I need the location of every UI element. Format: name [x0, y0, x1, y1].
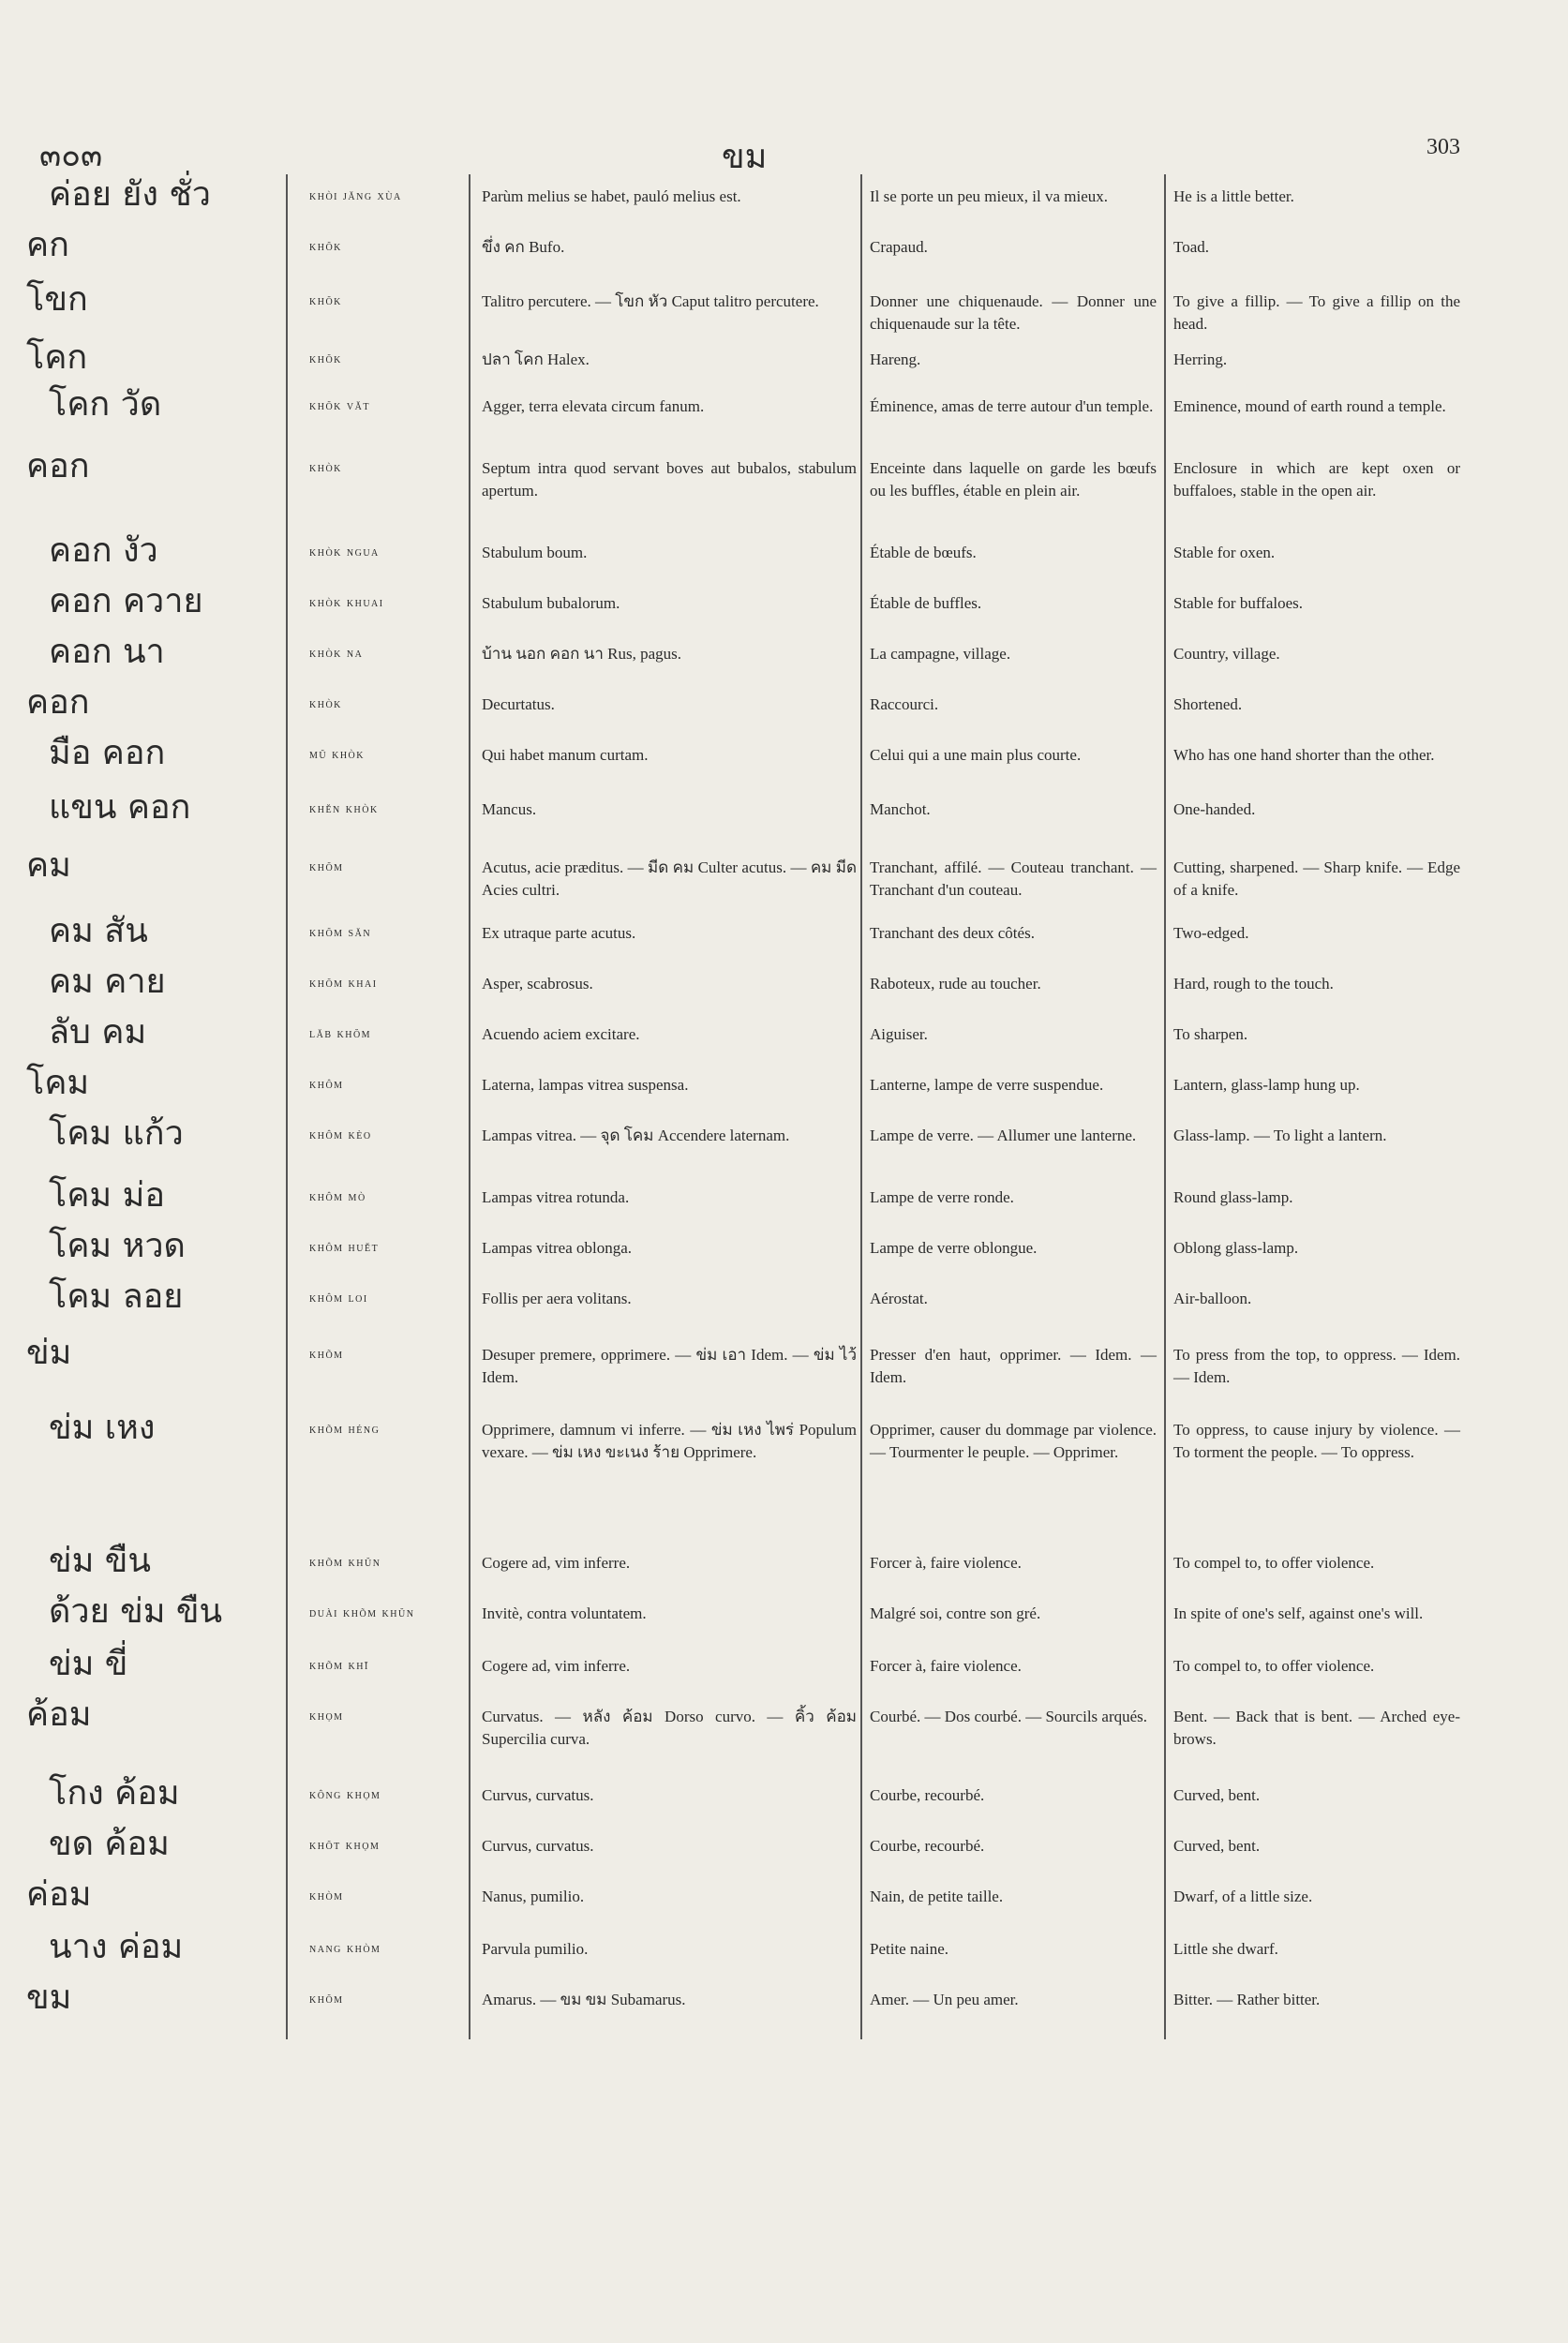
transliteration: mŭ khòk — [309, 748, 365, 762]
latin-definition: Laterna, lampas vitrea suspensa. — [482, 1076, 689, 1094]
english-definition: Dwarf, of a little size. — [1173, 1888, 1313, 1905]
thai-headword: โขก — [26, 280, 88, 319]
transliteration: khĕn khòk — [309, 802, 379, 816]
thai-headword: ค่อย ยัง ชั่ว — [49, 175, 212, 214]
english-definition: Bitter. — Rather bitter. — [1173, 1991, 1321, 2008]
english-definition: Hard, rough to the touch. — [1173, 975, 1334, 992]
thai-headword: โคม ลอย — [49, 1277, 184, 1316]
english-definition: To oppress, to cause injury by violence. — To torment the people. — To oppress. — [1173, 1421, 1460, 1461]
column-divider — [286, 174, 288, 2039]
french-definition: Il se porte un peu mieux, il va mieux. — [870, 187, 1108, 205]
thai-headword: ขด ค้อม — [49, 1825, 170, 1863]
transliteration: khŏm — [309, 860, 344, 874]
latin-definition: Stabulum bubalorum. — [482, 594, 620, 612]
french-definition: Lampe de verre. — Allumer une lanterne. — [870, 1127, 1137, 1144]
thai-headword: มือ คอก — [49, 734, 166, 772]
latin-definition: Ex utraque parte acutus. — [482, 924, 636, 942]
latin-definition: Decurtatus. — [482, 695, 555, 713]
thai-headword: โคก วัด — [49, 385, 162, 424]
column-divider — [469, 174, 470, 2039]
thai-headword: ข่ม เหง — [49, 1409, 156, 1447]
english-definition: Who has one hand shorter than the other. — [1173, 746, 1435, 764]
transliteration: khŏk — [309, 294, 342, 308]
latin-definition: Nanus, pumilio. — [482, 1888, 585, 1905]
english-definition: Little she dwarf. — [1173, 1940, 1278, 1958]
thai-page-number: ๓๐๓ — [39, 137, 103, 174]
english-definition: Round glass-lamp. — [1173, 1188, 1293, 1206]
transliteration: khòm — [309, 1889, 344, 1903]
transliteration: khòk — [309, 697, 342, 711]
latin-definition: Septum intra quod servant boves aut bubalos, stabulum apertum. — [482, 459, 857, 500]
french-definition: Courbe, recourbé. — [870, 1837, 985, 1855]
latin-definition: Talitro percutere. — โขก หัว Caput talitro percutere. — [482, 292, 819, 310]
english-definition: Stable for oxen. — [1173, 544, 1276, 561]
english-definition: Glass-lamp. — To light a lantern. — [1173, 1127, 1387, 1144]
thai-headword: ค้อม — [26, 1695, 92, 1734]
french-definition: Éminence, amas de terre autour d'un temple. — [870, 397, 1154, 415]
french-definition: Enceinte dans laquelle on garde les bœufs ou les buffles, étable en plein air. — [870, 459, 1157, 500]
latin-definition: Lampas vitrea oblonga. — [482, 1239, 633, 1257]
transliteration: khŏk — [309, 352, 342, 366]
latin-definition: บ้าน นอก คอก นา Rus, pagus. — [482, 645, 681, 663]
french-definition: Lanterne, lampe de verre suspendue. — [870, 1076, 1104, 1094]
english-definition: One-handed. — [1173, 800, 1256, 818]
french-definition: Raboteux, rude au toucher. — [870, 975, 1041, 992]
thai-headword: ลับ คม — [49, 1013, 147, 1052]
transliteration: nang khòm — [309, 1942, 381, 1956]
transliteration: khŏt khọm — [309, 1839, 381, 1853]
english-definition: Stable for buffaloes. — [1173, 594, 1304, 612]
page-number: 303 — [1426, 135, 1460, 159]
french-definition: Malgré soi, contre son gré. — [870, 1604, 1041, 1622]
english-definition: Herring. — [1173, 351, 1228, 368]
english-definition: To compel to, to offer violence. — [1173, 1554, 1375, 1572]
english-definition: Two-edged. — [1173, 924, 1249, 942]
latin-definition: Parvula pumilio. — [482, 1940, 589, 1958]
french-definition: Aiguiser. — [870, 1025, 928, 1043]
latin-definition: ปลา โคก Halex. — [482, 351, 590, 368]
latin-definition: Lampas vitrea. — จุด โคม Accendere laternam. — [482, 1127, 790, 1144]
transliteration: khôm loi — [309, 1291, 368, 1306]
french-definition: Donner une chiquenaude. — Donner une chiquenaude sur la tête. — [870, 292, 1157, 333]
latin-definition: Curvatus. — หลัง ค้อม Dorso curvo. — คิ้ว ค้อม Supercilia curva. — [482, 1708, 857, 1748]
french-definition: Étable de bœufs. — [870, 544, 977, 561]
thai-headword: แขน คอก — [49, 788, 191, 827]
thai-headword: คอก — [26, 447, 90, 485]
thai-headword: คม สัน — [49, 912, 148, 950]
english-definition: To sharpen. — [1173, 1025, 1248, 1043]
french-definition: Nain, de petite taille. — [870, 1888, 1004, 1905]
transliteration: khòk ngua — [309, 545, 380, 560]
english-definition: Lantern, glass-lamp hung up. — [1173, 1076, 1360, 1094]
french-definition: Étable de buffles. — [870, 594, 982, 612]
transliteration: khŏk — [309, 240, 342, 254]
transliteration: lăb khŏm — [309, 1027, 372, 1041]
thai-headword: ข่ม ขืน — [49, 1542, 152, 1580]
english-definition: Air-balloon. — [1173, 1290, 1252, 1307]
transliteration: khõm khŭn — [309, 1556, 381, 1570]
thai-headword: คม — [26, 846, 71, 885]
latin-definition: Opprimere, damnum vi inferre. — ข่ม เหง ไพร่ Populum vexare. — ข่ม เหง ขะเนง ร้าย Opprimere. — [482, 1421, 857, 1461]
english-definition: Shortened. — [1173, 695, 1243, 713]
latin-definition: Cogere ad, vim inferre. — [482, 1554, 631, 1572]
english-definition: Curved, bent. — [1173, 1837, 1261, 1855]
transliteration: khọm — [309, 1709, 344, 1724]
latin-definition: Asper, scabrosus. — [482, 975, 593, 992]
thai-headword: คก — [26, 226, 69, 264]
column-divider — [860, 174, 862, 2039]
transliteration: khõm khī — [309, 1659, 369, 1673]
latin-definition: Acuendo aciem excitare. — [482, 1025, 640, 1043]
french-definition: Forcer à, faire violence. — [870, 1657, 1022, 1675]
transliteration: khôm kèo — [309, 1128, 372, 1142]
transliteration: khŏm săn — [309, 926, 372, 940]
transliteration: duài khõm khŭn — [309, 1606, 415, 1620]
thai-headword: ข่ม — [26, 1334, 72, 1372]
thai-headword: นาง ค่อม — [49, 1928, 184, 1966]
french-definition: Courbé. — Dos courbé. — Sourcils arqués. — [870, 1708, 1148, 1725]
transliteration: kông khọm — [309, 1788, 381, 1802]
thai-headword: ข่ม ขี่ — [49, 1645, 128, 1683]
french-definition: Opprimer, causer du dommage par violence. — Tourmenter le peuple. — Opprimer. — [870, 1421, 1157, 1461]
transliteration: khŏm khai — [309, 977, 378, 991]
thai-headword: คอก ควาย — [49, 582, 203, 620]
transliteration: khòi jăng xùa — [309, 189, 402, 203]
latin-definition: Parùm melius se habet, pauló melius est. — [482, 187, 741, 205]
english-definition: To give a fillip. — To give a fillip on the head. — [1173, 292, 1460, 333]
running-headword: ขม — [722, 138, 768, 176]
french-definition: Lampe de verre oblongue. — [870, 1239, 1038, 1257]
latin-definition: Curvus, curvatus. — [482, 1786, 594, 1804]
latin-definition: Curvus, curvatus. — [482, 1837, 594, 1855]
thai-headword: ขม — [26, 1978, 72, 2017]
english-definition: Oblong glass-lamp. — [1173, 1239, 1299, 1257]
french-definition: Forcer à, faire violence. — [870, 1554, 1022, 1572]
french-definition: Hareng. — [870, 351, 921, 368]
french-definition: Aérostat. — [870, 1290, 928, 1307]
english-definition: Bent. — Back that is bent. — Arched eye-brows. — [1173, 1708, 1460, 1748]
french-definition: Crapaud. — [870, 238, 928, 256]
french-definition: La campagne, village. — [870, 645, 1011, 663]
french-definition: Lampe de verre ronde. — [870, 1188, 1014, 1206]
transliteration: khôm huĕt — [309, 1241, 380, 1255]
latin-definition: Invitè, contra voluntatem. — [482, 1604, 647, 1622]
latin-definition: Follis per aera volitans. — [482, 1290, 632, 1307]
english-definition: Eminence, mound of earth round a temple. — [1173, 397, 1446, 415]
french-definition: Raccourci. — [870, 695, 939, 713]
thai-headword: โคม ม่อ — [49, 1176, 165, 1215]
latin-definition: Acutus, acie præditus. — มีด คม Culter acutus. — คม มีด Acies cultri. — [482, 858, 857, 899]
latin-definition: Cogere ad, vim inferre. — [482, 1657, 631, 1675]
thai-headword: คอก นา — [49, 633, 165, 671]
thai-headword: โคก — [26, 338, 88, 377]
page-header — [0, 129, 1568, 176]
french-definition: Amer. — Un peu amer. — [870, 1991, 1019, 2008]
thai-headword: คม คาย — [49, 963, 166, 1001]
english-definition: Enclosure in which are kept oxen or buffaloes, stable in the open air. — [1173, 459, 1460, 500]
transliteration: khôm — [309, 1078, 344, 1092]
latin-definition: ขึ่ง คก Bufo. — [482, 238, 565, 256]
thai-headword: คอก — [26, 683, 90, 722]
english-definition: Cutting, sharpened. — Sharp knife. — Edge of a knife. — [1173, 858, 1460, 899]
french-definition: Manchot. — [870, 800, 931, 818]
french-definition: Courbe, recourbé. — [870, 1786, 985, 1804]
english-definition: In spite of one's self, against one's will. — [1173, 1604, 1424, 1622]
thai-headword: โกง ค้อม — [49, 1774, 180, 1813]
transliteration: khõm héng — [309, 1423, 381, 1437]
transliteration: khõm — [309, 1348, 344, 1362]
english-definition: Country, village. — [1173, 645, 1280, 663]
french-definition: Celui qui a une main plus courte. — [870, 746, 1082, 764]
french-definition: Tranchant des deux côtés. — [870, 924, 1035, 942]
transliteration: khôm mò — [309, 1190, 366, 1204]
thai-headword: โคม — [26, 1064, 90, 1102]
column-divider — [1164, 174, 1166, 2039]
english-definition: To press from the top, to oppress. — Idem. — Idem. — [1173, 1346, 1460, 1386]
french-definition: Presser d'en haut, opprimer. — Idem. — Idem. — [870, 1346, 1157, 1386]
latin-definition: Agger, terra elevata circum fanum. — [482, 397, 705, 415]
transliteration: khŏm — [309, 1992, 344, 2007]
english-definition: Toad. — [1173, 238, 1209, 256]
thai-headword: โคม หวด — [49, 1227, 186, 1265]
french-definition: Petite naine. — [870, 1940, 949, 1958]
transliteration: khòk na — [309, 647, 364, 661]
thai-headword: โคม แก้ว — [49, 1114, 184, 1153]
thai-headword: ด้วย ข่ม ขืน — [49, 1592, 223, 1631]
french-definition: Tranchant, affilé. — Couteau tranchant. — Tranchant d'un couteau. — [870, 858, 1157, 899]
english-definition: To compel to, to offer violence. — [1173, 1657, 1375, 1675]
thai-headword: ค่อม — [26, 1875, 92, 1914]
english-definition: Curved, bent. — [1173, 1786, 1261, 1804]
transliteration: khòk khuai — [309, 596, 384, 610]
transliteration: khŏk văt — [309, 399, 370, 413]
english-definition: He is a little better. — [1173, 187, 1294, 205]
latin-definition: Desuper premere, opprimere. — ข่ม เอา Idem. — ข่ม ไว้ Idem. — [482, 1346, 857, 1386]
latin-definition: Lampas vitrea rotunda. — [482, 1188, 630, 1206]
latin-definition: Mancus. — [482, 800, 537, 818]
latin-definition: Amarus. — ขม ขม Subamarus. — [482, 1991, 686, 2008]
latin-definition: Qui habet manum curtam. — [482, 746, 649, 764]
thai-headword: คอก งัว — [49, 531, 158, 570]
latin-definition: Stabulum boum. — [482, 544, 588, 561]
transliteration: khòk — [309, 461, 342, 475]
